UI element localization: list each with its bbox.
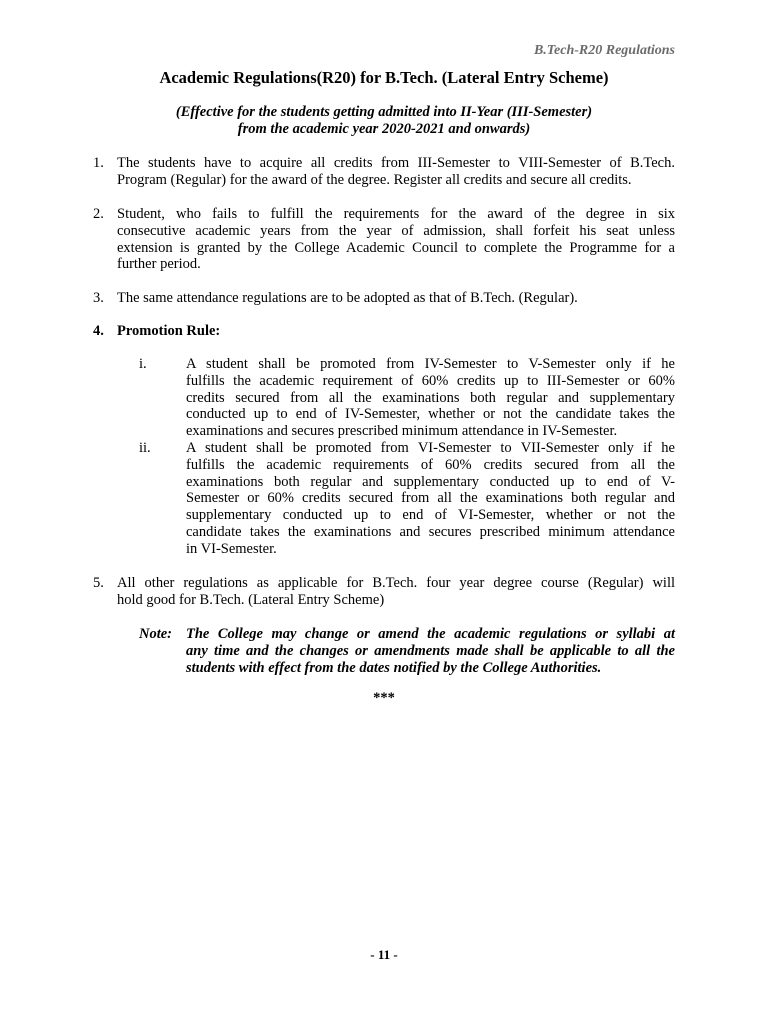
rule-text-line: A student shall be promoted from IV-Semester to V-Semester only if he bbox=[186, 356, 675, 372]
item-text-line: All other regulations as applicable for B.Tech. four year degree course (Regular) will bbox=[117, 575, 675, 591]
item-text-line: The same attendance regulations are to be adopted as that of B.Tech. (Regular). bbox=[117, 290, 578, 306]
subtitle-line: from the academic year 2020-2021 and onwards) bbox=[237, 121, 531, 137]
note-text-line: any time and the changes or amendments made shall be applicable to all the bbox=[186, 642, 675, 659]
item-number: 2. bbox=[93, 206, 104, 222]
rule-number: i. bbox=[139, 356, 147, 372]
rule-text-line: in VI-Semester. bbox=[186, 540, 277, 557]
item-number: 3. bbox=[93, 290, 104, 306]
regulation-item-3 bbox=[93, 290, 675, 307]
rule-number: ii. bbox=[139, 440, 151, 456]
rule-text-line: Semester or 60% credits secured from all the examinations both regular and bbox=[186, 490, 675, 507]
rule-text-line: fulfills the academic requirement of 60% credits up to III-Semester or 60% bbox=[186, 372, 675, 389]
promotion-rule-ii bbox=[139, 440, 675, 558]
item-number: 4. bbox=[93, 323, 104, 339]
regulation-item-5 bbox=[93, 575, 675, 609]
item-text-line: Student, who fails to fulfill the requirements for the award of the degree in six bbox=[117, 206, 675, 222]
note-label: Note: bbox=[139, 626, 173, 642]
item-text-line: consecutive academic years from the year of admission, shall forfeit his seat unless bbox=[117, 222, 675, 239]
rule-text-line: candidate takes the examinations and secures prescribed minimum attendance bbox=[186, 523, 675, 540]
regulation-item-1 bbox=[93, 155, 675, 189]
item-text-line: Program (Regular) for the award of the degree. Register all credits and secure all credits. bbox=[117, 171, 632, 188]
regulation-item-2 bbox=[93, 206, 675, 273]
end-mark: *** bbox=[373, 690, 395, 706]
item-text-line: The students have to acquire all credits from III-Semester to VIII-Semester of B.Tech. bbox=[117, 155, 675, 171]
promotion-rule-i bbox=[139, 356, 675, 440]
note-block bbox=[139, 626, 675, 676]
item-number: 1. bbox=[93, 155, 104, 171]
item-text-line: extension is granted by the College Academic Council to complete the Programme for a bbox=[117, 239, 675, 256]
rule-text-line: credits secured from all the examinations both regular and supplementary bbox=[186, 389, 675, 406]
rule-text-line: examinations both regular and supplementary conducted up to end of V- bbox=[186, 473, 675, 490]
regulation-item-4 bbox=[93, 323, 675, 340]
rule-text-line: supplementary conducted up to end of VI-Semester, whether or not the bbox=[186, 507, 675, 524]
rule-text-line: conducted up to end of IV-Semester, whether or not the candidate takes the bbox=[186, 406, 675, 423]
page-number: - 11 - bbox=[370, 947, 398, 962]
rule-text-line: fulfills the academic requirements of 60% credits secured from all the bbox=[186, 456, 675, 473]
note-text-line: The College may change or amend the academic regulations or syllabi at bbox=[186, 626, 675, 642]
item-number: 5. bbox=[93, 575, 104, 591]
running-header: B.Tech-R20 Regulations bbox=[533, 43, 675, 58]
document-title: Academic Regulations(R20) for B.Tech. (Lateral Entry Scheme) bbox=[159, 68, 609, 87]
item-text-line: hold good for B.Tech. (Lateral Entry Scheme) bbox=[117, 591, 385, 608]
rule-text-line: A student shall be promoted from VI-Semester to VII-Semester only if he bbox=[186, 440, 675, 456]
section-heading: Promotion Rule: bbox=[117, 323, 221, 339]
subtitle-line: (Effective for the students getting admitted into II-Year (III-Semester) bbox=[175, 104, 593, 120]
document-subtitle bbox=[0, 104, 768, 138]
item-text-line: further period. bbox=[117, 256, 201, 273]
rule-text-line: examinations and secures prescribed minimum attendance in IV-Semester. bbox=[186, 423, 618, 440]
note-text-line: students with effect from the dates notified by the College Authorities. bbox=[186, 659, 602, 676]
